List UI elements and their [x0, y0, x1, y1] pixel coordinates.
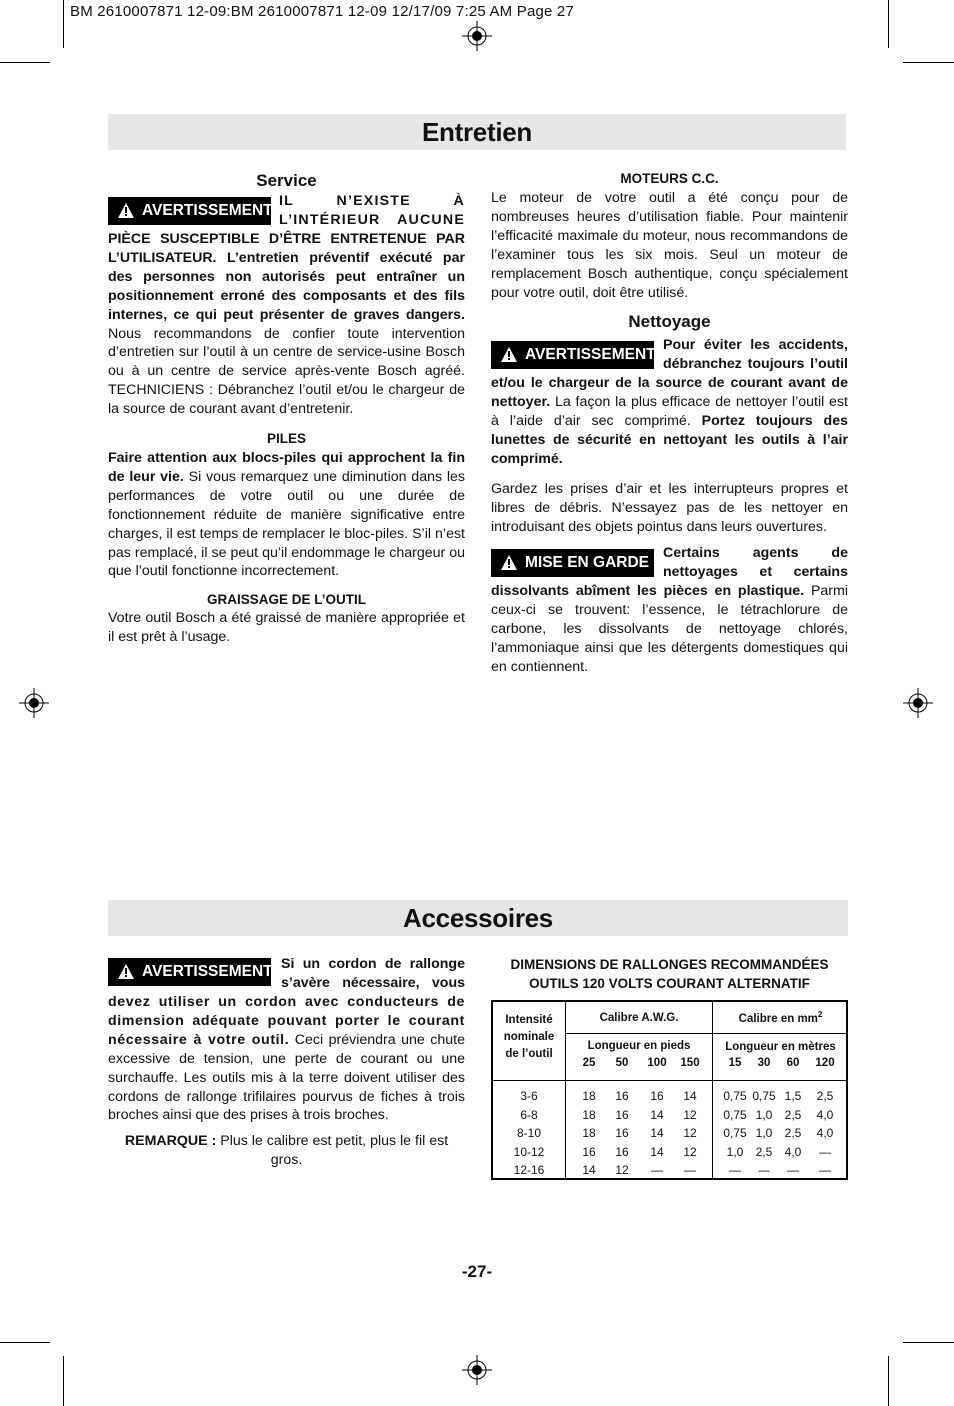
registration-mark-icon: [19, 688, 49, 718]
accessoires-paragraph: devez utiliser un cordon avec conducteurs de dimension adéquate pouvant porter le courant nécessaire à votre outil. Ceci préviendra une chute excessive de tension, une perte de courant ou une surchauffe. Les outils mis à la terre doivent utiliser des cordons de rallonge trifilaires pourvus de fiches à trois broches ainsi que des prises à trois broches.: [108, 994, 465, 1124]
moteurs-heading: MOTEURS C.C.: [620, 171, 719, 186]
amperage-cell: 3-6: [520, 1089, 538, 1103]
warning-badge: [491, 341, 654, 369]
service-warning-lead: IL N’EXISTE À L’INTÉRIEUR AUCUNE: [279, 193, 465, 228]
extension-cord-table: [491, 1000, 848, 1180]
mm-cell: —: [819, 1163, 831, 1178]
amperage-cell: 6-8: [520, 1107, 538, 1122]
awg-cell: 12: [683, 1107, 697, 1122]
meter-length-label: 120: [815, 1057, 835, 1069]
crop-mark: [888, 0, 889, 48]
crop-mark: [903, 1342, 954, 1343]
awg-cell: 16: [615, 1107, 629, 1122]
mm-cell: —: [758, 1163, 770, 1178]
meter-length-label: 15: [728, 1057, 742, 1069]
awg-cell: 16: [615, 1144, 629, 1159]
awg-header: Calibre A.W.G.: [599, 1012, 679, 1024]
feet-length-label: 50: [615, 1057, 629, 1069]
awg-cell: 18: [582, 1107, 596, 1122]
intensity-header: Intensité nominale de l’outil: [503, 1014, 555, 1060]
mm-cell: 2,5: [784, 1107, 802, 1122]
crop-mark: [63, 1356, 64, 1406]
badge-label: AVERTISSEMENT: [142, 202, 273, 219]
caution-badge: [491, 549, 654, 577]
awg-cell: 16: [650, 1089, 664, 1103]
awg-cell: 16: [582, 1144, 596, 1159]
crop-mark: [63, 0, 64, 48]
registration-mark-icon: [903, 688, 933, 718]
section-title-entretien: Entretien: [108, 114, 846, 150]
mm-cell: 1,0: [755, 1107, 773, 1122]
mm-cell: 1,0: [726, 1144, 744, 1159]
mm-cell: 0,75: [723, 1126, 747, 1141]
mm-cell: 2,5: [755, 1144, 773, 1159]
crop-mark: [0, 1342, 50, 1343]
awg-cell: 18: [582, 1126, 596, 1141]
moteurs-paragraph: Le moteur de votre outil a été conçu pour de nombreuses heures d’utilisation fiable. Pour maintenir l’efficacité maximale du moteur, nous recommandons de l’examiner tous les six mois. Seul un moteur de remplacement Bosch authentique, conçu spécialement pour votre outil, doit être utilisé.: [491, 190, 848, 301]
awg-cell: 18: [582, 1089, 596, 1103]
registration-mark-icon: [462, 21, 492, 51]
amperage-cell: 10-12: [513, 1144, 545, 1159]
page-number: -27-: [461, 1262, 493, 1281]
meters-header: Longueur en mètres: [725, 1041, 836, 1053]
nettoyage-heading: Nettoyage: [628, 312, 711, 331]
awg-cell: —: [684, 1163, 696, 1178]
table-divider: [566, 1033, 848, 1034]
amperage-cell: 8-10: [516, 1126, 542, 1141]
mm-cell: 2,5: [816, 1089, 834, 1103]
service-paragraph: PIÈCE SUSCEPTIBLE D’ÊTRE ENTRETENUE PAR L’UTILISATEUR. L’entretien préventif exécuté par des personnes non autorisés peut entraîner un positionnement erroné des composants et des fils internes, ce qui peut présenter de graves dangers. Nous recommandons de confier toute intervention d’entretien sur l’outil à un centre de service-usine Bosch ou à un centre de service après-vente Bosch agréé. TECHNICIENS : Débranchez l’outil et/ou le chargeur de la source de courant avant d’entretenir.: [108, 231, 465, 418]
mm-cell: 2,5: [784, 1126, 802, 1141]
table-divider: [565, 1002, 566, 1178]
section-title-accessoires: Accessoires: [108, 900, 848, 936]
mm-cell: 1,5: [784, 1089, 802, 1103]
awg-cell: 14: [650, 1107, 664, 1122]
graissage-paragraph: Votre outil Bosch a été graissé de manière appropriée et il est prêt à l’usage.: [108, 610, 465, 645]
mm-cell: 1,0: [755, 1126, 773, 1141]
mm-cell: 4,0: [784, 1144, 802, 1159]
awg-cell: 14: [650, 1126, 664, 1141]
remarque-note: REMARQUE : Plus le calibre est petit, plus le fil est gros.: [124, 1133, 449, 1168]
mm-header: Calibre en $mm^2$: [738, 1010, 823, 1025]
mm-cell: 0,75: [723, 1089, 747, 1103]
print-slug: BM 2610007871 12-09:BM 2610007871 12-09 12/17/09 7:25 AM Page 27: [70, 3, 575, 20]
awg-cell: 16: [615, 1126, 629, 1141]
meter-length-label: 60: [786, 1057, 800, 1069]
warning-triangle-icon: [501, 347, 517, 362]
mm-cell: 4,0: [816, 1126, 834, 1141]
awg-cell: 14: [582, 1163, 596, 1178]
crop-mark: [903, 62, 954, 63]
feet-length-label: 100: [647, 1057, 667, 1069]
badge-label: MISE EN GARDE: [525, 554, 650, 571]
mm-cell: 0,75: [723, 1107, 747, 1122]
graissage-heading: GRAISSAGE DE L’OUTIL: [206, 592, 366, 607]
feet-length-label: 25: [582, 1057, 596, 1069]
mm-cell: 4,0: [816, 1107, 834, 1122]
caution-lead: Certains agents de nettoyages et certains: [663, 545, 848, 580]
meter-length-label: 30: [757, 1057, 771, 1069]
piles-heading: PILES: [266, 431, 306, 446]
service-heading: Service: [256, 171, 317, 190]
warning-triangle-icon: [118, 203, 134, 218]
awg-cell: 16: [615, 1089, 629, 1103]
amperage-cell: 12-16: [513, 1163, 545, 1178]
mm-cell: —: [787, 1163, 799, 1178]
feet-header: Longueur en pieds: [587, 1040, 691, 1052]
piles-paragraph: Faire attention aux blocs-piles qui approchent la fin de leur vie. Si vous remarquez une diminution dans les performances de votre outil ou une durée de fonctionnement réduite de manière significative entre charges, il est temps de remplacer le bloc-piles. S’il n’est pas remplacé, il se peut qu’il endommage le chargeur ou que l’outil fonctionne incorrectement.: [108, 450, 466, 580]
warning-badge: [108, 958, 271, 986]
feet-length-label: 150: [680, 1057, 700, 1069]
registration-mark-icon: [462, 1355, 492, 1385]
nettoyage-paragraph-2: Gardez les prises d’air et les interrupteurs propres et libres de débris. N’essayez pas de les nettoyer en introduisant des objets pointus dans leurs ouvertures.: [491, 481, 848, 535]
awg-cell: 12: [683, 1126, 697, 1141]
crop-mark: [888, 1356, 889, 1406]
awg-cell: 14: [650, 1144, 664, 1159]
warning-badge: [108, 197, 271, 225]
warning-triangle-icon: [118, 964, 134, 979]
nettoyage-paragraph: et/ou le chargeur de la source de courant avant de nettoyer. La façon la plus efficace de nettoyer l’outil est à l’aide d’air sec comprimé. Portez toujours des lunettes de sécurité en nettoyant les outils à l’air comprimé.: [491, 375, 848, 467]
mm-cell: —: [819, 1144, 831, 1159]
table-title: DIMENSIONS DE RALLONGES RECOMMANDÉES OUTILS 120 VOLTS COURANT ALTERNATIF: [510, 957, 829, 991]
awg-cell: —: [651, 1163, 663, 1178]
awg-cell: 12: [615, 1163, 629, 1178]
accessoires-warning-lead: Si un cordon de rallonge s’avère nécessaire, vous: [281, 956, 465, 991]
awg-cell: 12: [683, 1144, 697, 1159]
warning-triangle-icon: [501, 555, 517, 570]
awg-cell: 14: [683, 1089, 697, 1103]
crop-mark: [0, 62, 50, 63]
nettoyage-warning-lead: Pour éviter les accidents, débranchez toujours l’outil: [663, 337, 848, 372]
badge-label: AVERTISSEMENT: [142, 963, 273, 980]
caution-paragraph: dissolvants abîment les pièces en plastique. Parmi ceux-ci se trouvent: l’essence, le tétrachlorure de carbone, les dissolvants de nettoyage chlorés, l’ammoniaque ainsi que les détergents domestiques qui en contiennent.: [491, 583, 848, 675]
badge-label: AVERTISSEMENT: [525, 346, 656, 363]
mm-cell: —: [729, 1163, 741, 1178]
table-divider: [493, 1080, 848, 1081]
mm-cell: 0,75: [752, 1089, 776, 1103]
